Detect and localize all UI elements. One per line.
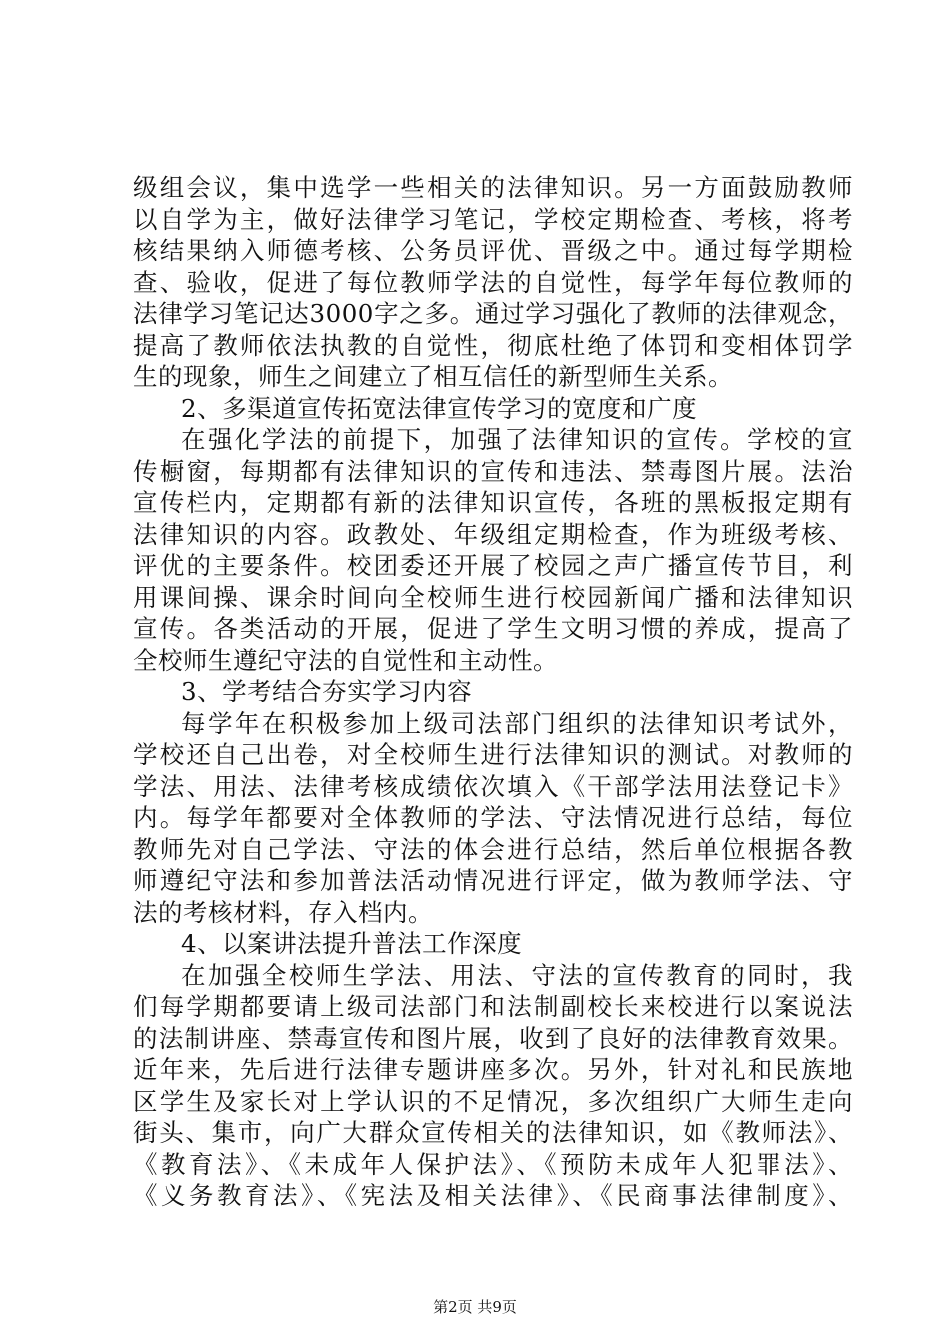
- paragraph-line: 近年来，先后进行法律专题讲座多次。另外，针对礼和民族地: [133, 1055, 853, 1084]
- paragraph-line: 内。每学年都要对全体教师的学法、守法情况进行总结，每位: [133, 803, 853, 832]
- paragraph-line: 法律学习笔记达3000字之多。通过学习强化了教师的法律观念，: [133, 299, 853, 328]
- paragraph-line: 宣传栏内，定期都有新的法律知识宣传，各班的黑板报定期有: [133, 488, 853, 517]
- paragraph-line: 学法、用法、法律考核成绩依次填入《干部学法用法登记卡》: [133, 771, 853, 801]
- paragraph-line: 以自学为主，做好法律学习笔记，学校定期检查、考核，将考: [133, 204, 853, 234]
- section-heading: 4、以案讲法提升普法工作深度: [181, 929, 523, 958]
- paragraph-line: 传橱窗，每期都有法律知识的宣传和违法、禁毒图片展。法治: [133, 456, 853, 486]
- paragraph-line: 宣传。各类活动的开展，促进了学生文明习惯的养成，提高了: [133, 614, 853, 643]
- paragraph-line: 《义务教育法》、《宪法及相关法律》、《民商事法律制度》、: [133, 1181, 853, 1210]
- paragraph-line: 法的考核材料，存入档内。: [133, 897, 433, 927]
- page-footer: 第2页 共9页: [433, 1298, 517, 1316]
- paragraph-line: 评优的主要条件。校团委还开展了校园之声广播宣传节目，利: [133, 551, 853, 580]
- paragraph-line: 学校还自己出卷，对全校师生进行法律知识的测试。对教师的: [133, 740, 853, 769]
- paragraph-line: 区学生及家长对上学认识的不足情况，多次组织广大师生走向: [133, 1086, 853, 1116]
- paragraph-line: 每学年在积极参加上级司法部门组织的法律知识考试外，: [181, 708, 853, 738]
- paragraph-line: 核结果纳入师德考核、公务员评优、晋级之中。通过每学期检: [133, 236, 853, 265]
- paragraph-line: 《教育法》、《未成年人保护法》、《预防未成年人犯罪法》、: [133, 1149, 853, 1179]
- paragraph-line: 提高了教师依法执教的自觉性，彻底杜绝了体罚和变相体罚学: [133, 330, 853, 360]
- paragraph-line: 街头、集市，向广大群众宣传相关的法律知识，如《教师法》、: [133, 1118, 853, 1147]
- paragraph-line: 在强化学法的前提下，加强了法律知识的宣传。学校的宣: [181, 425, 853, 454]
- document-body: [133, 172, 853, 1212]
- paragraph-line: 级组会议，集中选学一些相关的法律知识。另一方面鼓励教师: [133, 173, 853, 202]
- paragraph-line: 教师先对自己学法、守法的体会进行总结，然后单位根据各教: [133, 834, 853, 864]
- paragraph-line: 们每学期都要请上级司法部门和法制副校长来校进行以案说法: [133, 992, 853, 1021]
- section-heading: 3、学考结合夯实学习内容: [181, 677, 473, 706]
- paragraph-line: 法律知识的内容。政教处、年级组定期检查，作为班级考核、: [133, 519, 853, 549]
- paragraph-line: 的法制讲座、禁毒宣传和图片展，收到了良好的法律教育效果。: [133, 1023, 853, 1053]
- paragraph-line: 师遵纪守法和参加普法活动情况进行评定，做为教师学法、守: [133, 866, 853, 895]
- section-heading: 2、多渠道宣传拓宽法律宣传学习的宽度和广度: [181, 393, 698, 423]
- paragraph-line: 用课间操、课余时间向全校师生进行校园新闻广播和法律知识: [133, 582, 853, 612]
- paragraph-line: 查、验收，促进了每位教师学法的自觉性，每学年每位教师的: [133, 267, 853, 297]
- paragraph-line: 生的现象，师生之间建立了相互信任的新型师生关系。: [133, 362, 733, 391]
- paragraph-line: 在加强全校师生学法、用法、守法的宣传教育的同时，我: [181, 960, 853, 990]
- paragraph-line: 全校师生遵纪守法的自觉性和主动性。: [133, 645, 558, 675]
